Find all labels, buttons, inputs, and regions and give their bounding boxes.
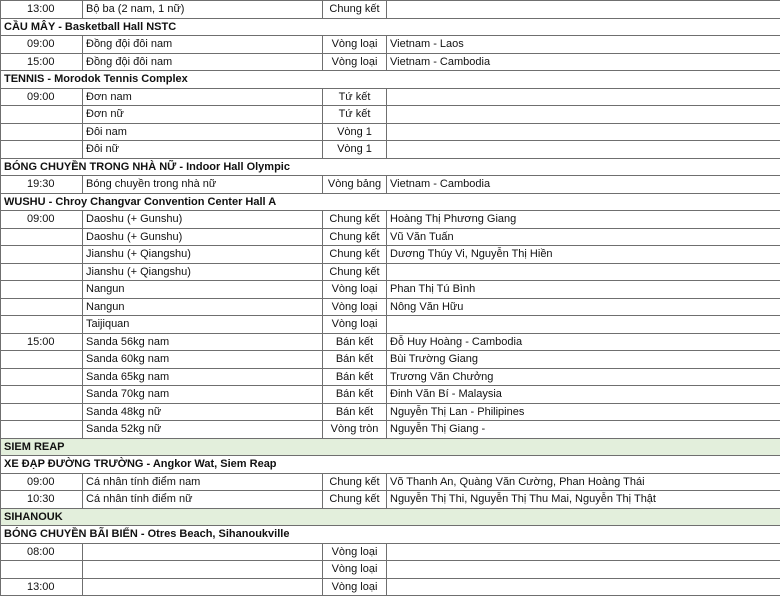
- time-cell: 09:00: [1, 88, 83, 106]
- time-cell: [1, 421, 83, 439]
- round-cell: Vòng loại: [323, 53, 387, 71]
- participants-cell: [387, 106, 780, 124]
- event-cell: Jianshu (+ Qiangshu): [83, 263, 323, 281]
- schedule-row: [1, 281, 780, 299]
- event-cell: Sanda 60kg nam: [83, 351, 323, 369]
- schedule-row: [1, 36, 780, 54]
- round-cell: Bán kết: [323, 386, 387, 404]
- participants-cell: [387, 263, 780, 281]
- schedule-row: [1, 386, 780, 404]
- time-cell: [1, 123, 83, 141]
- event-cell: Nangun: [83, 298, 323, 316]
- time-cell: [1, 298, 83, 316]
- section-header-row: [1, 193, 780, 211]
- participants-cell: Nguyễn Thị Thi, Nguyễn Thị Thu Mai, Nguyễn Thị Thật: [387, 491, 780, 509]
- event-cell: [83, 543, 323, 561]
- participants-cell: [387, 543, 780, 561]
- round-cell: Vòng tròn: [323, 421, 387, 439]
- round-cell: Vòng 1: [323, 123, 387, 141]
- round-cell: Chung kết: [323, 263, 387, 281]
- time-cell: [1, 263, 83, 281]
- time-cell: 15:00: [1, 333, 83, 351]
- participants-cell: Vũ Văn Tuấn: [387, 228, 780, 246]
- event-cell: Daoshu (+ Gunshu): [83, 228, 323, 246]
- event-cell: Sanda 48kg nữ: [83, 403, 323, 421]
- round-cell: Chung kết: [323, 246, 387, 264]
- schedule-row: [1, 106, 780, 124]
- round-cell: Vòng loại: [323, 543, 387, 561]
- region-label: SIEM REAP: [1, 438, 780, 456]
- schedule-row: [1, 53, 780, 71]
- schedule-row: [1, 491, 780, 509]
- round-cell: Tứ kết: [323, 106, 387, 124]
- event-cell: Đôi nữ: [83, 141, 323, 159]
- event-cell: [83, 561, 323, 579]
- participants-cell: Vietnam - Laos: [387, 36, 780, 54]
- time-cell: [1, 228, 83, 246]
- round-cell: Chung kết: [323, 491, 387, 509]
- round-cell: Tứ kết: [323, 88, 387, 106]
- schedule-row: [1, 298, 780, 316]
- section-header: TENNIS - Morodok Tennis Complex: [1, 71, 780, 89]
- participants-cell: [387, 561, 780, 579]
- event-cell: Sanda 56kg nam: [83, 333, 323, 351]
- participants-cell: Trương Văn Chưởng: [387, 368, 780, 386]
- event-cell: Đồng đội đôi nam: [83, 36, 323, 54]
- round-cell: Vòng loại: [323, 316, 387, 334]
- time-cell: [1, 351, 83, 369]
- event-cell: Đơn nữ: [83, 106, 323, 124]
- participants-cell: Vietnam - Cambodia: [387, 176, 780, 194]
- event-cell: [83, 578, 323, 596]
- schedule-row: [1, 561, 780, 579]
- section-header-row: [1, 158, 780, 176]
- time-cell: [1, 141, 83, 159]
- schedule-row: [1, 141, 780, 159]
- time-cell: [1, 561, 83, 579]
- event-cell: Đơn nam: [83, 88, 323, 106]
- participants-cell: Dương Thúy Vi, Nguyễn Thị Hiền: [387, 246, 780, 264]
- schedule-row: [1, 88, 780, 106]
- participants-cell: Nguyễn Thị Lan - Philipines: [387, 403, 780, 421]
- time-cell: 09:00: [1, 36, 83, 54]
- round-cell: Vòng loại: [323, 281, 387, 299]
- participants-cell: Võ Thanh An, Quàng Văn Cường, Phan Hoàng Thái: [387, 473, 780, 491]
- time-cell: 13:00: [1, 1, 83, 19]
- participants-cell: Đinh Văn Bí - Malaysia: [387, 386, 780, 404]
- schedule-row: [1, 228, 780, 246]
- schedule-row: [1, 351, 780, 369]
- time-cell: 09:00: [1, 211, 83, 229]
- schedule-row: [1, 1, 780, 19]
- schedule-row: [1, 246, 780, 264]
- schedule-row: [1, 333, 780, 351]
- time-cell: 10:30: [1, 491, 83, 509]
- section-header-row: [1, 526, 780, 544]
- schedule-row: [1, 473, 780, 491]
- event-cell: Sanda 65kg nam: [83, 368, 323, 386]
- time-cell: [1, 246, 83, 264]
- round-cell: Chung kết: [323, 1, 387, 19]
- participants-cell: [387, 316, 780, 334]
- round-cell: Vòng loại: [323, 36, 387, 54]
- participants-cell: [387, 123, 780, 141]
- round-cell: Vòng 1: [323, 141, 387, 159]
- time-cell: [1, 386, 83, 404]
- round-cell: Bán kết: [323, 403, 387, 421]
- schedule-row: [1, 543, 780, 561]
- round-cell: Chung kết: [323, 228, 387, 246]
- event-cell: Bóng chuyền trong nhà nữ: [83, 176, 323, 194]
- round-cell: Chung kết: [323, 473, 387, 491]
- participants-cell: Hoàng Thị Phương Giang: [387, 211, 780, 229]
- schedule-row: [1, 176, 780, 194]
- schedule-body: [1, 1, 780, 596]
- section-header-row: [1, 71, 780, 89]
- time-cell: [1, 106, 83, 124]
- round-cell: Bán kết: [323, 368, 387, 386]
- participants-cell: [387, 88, 780, 106]
- time-cell: [1, 368, 83, 386]
- region-row: [1, 508, 780, 526]
- schedule-row: [1, 211, 780, 229]
- section-header: CẦU MÂY - Basketball Hall NSTC: [1, 18, 780, 36]
- section-header-row: [1, 18, 780, 36]
- section-header-row: [1, 456, 780, 474]
- schedule-row: [1, 421, 780, 439]
- schedule-row: [1, 123, 780, 141]
- time-cell: [1, 403, 83, 421]
- event-cell: Bộ ba (2 nam, 1 nữ): [83, 1, 323, 19]
- section-header: BÓNG CHUYỀN BÃI BIỂN - Otres Beach, Sihanoukville: [1, 526, 780, 544]
- participants-cell: [387, 141, 780, 159]
- event-cell: Taijiquan: [83, 316, 323, 334]
- time-cell: 15:00: [1, 53, 83, 71]
- time-cell: 09:00: [1, 473, 83, 491]
- round-cell: Vòng bảng: [323, 176, 387, 194]
- event-cell: Sanda 52kg nữ: [83, 421, 323, 439]
- round-cell: Bán kết: [323, 333, 387, 351]
- time-cell: 08:00: [1, 543, 83, 561]
- schedule-row: [1, 578, 780, 596]
- participants-cell: Nguyễn Thị Giang -: [387, 421, 780, 439]
- event-cell: Sanda 70kg nam: [83, 386, 323, 404]
- round-cell: Chung kết: [323, 211, 387, 229]
- time-cell: 19:30: [1, 176, 83, 194]
- section-header: WUSHU - Chroy Changvar Convention Center Hall A: [1, 193, 780, 211]
- round-cell: Vòng loại: [323, 561, 387, 579]
- event-cell: Daoshu (+ Gunshu): [83, 211, 323, 229]
- region-label: SIHANOUK: [1, 508, 780, 526]
- schedule-row: [1, 316, 780, 334]
- round-cell: Bán kết: [323, 351, 387, 369]
- event-cell: Nangun: [83, 281, 323, 299]
- schedule-row: [1, 263, 780, 281]
- time-cell: 13:00: [1, 578, 83, 596]
- event-cell: Đôi nam: [83, 123, 323, 141]
- schedule-row: [1, 403, 780, 421]
- schedule-row: [1, 368, 780, 386]
- participants-cell: Đỗ Huy Hoàng - Cambodia: [387, 333, 780, 351]
- round-cell: Vòng loại: [323, 578, 387, 596]
- participants-cell: Phan Thị Tú Bình: [387, 281, 780, 299]
- section-header: XE ĐẠP ĐƯỜNG TRƯỜNG - Angkor Wat, Siem Reap: [1, 456, 780, 474]
- section-header: BÓNG CHUYỀN TRONG NHÀ NỮ - Indoor Hall Olympic: [1, 158, 780, 176]
- participants-cell: [387, 1, 780, 19]
- participants-cell: Vietnam - Cambodia: [387, 53, 780, 71]
- time-cell: [1, 281, 83, 299]
- participants-cell: Nông Văn Hữu: [387, 298, 780, 316]
- participants-cell: [387, 578, 780, 596]
- event-cell: Jianshu (+ Qiangshu): [83, 246, 323, 264]
- round-cell: Vòng loại: [323, 298, 387, 316]
- time-cell: [1, 316, 83, 334]
- region-row: [1, 438, 780, 456]
- event-cell: Đồng đội đôi nam: [83, 53, 323, 71]
- participants-cell: Bùi Trường Giang: [387, 351, 780, 369]
- event-cell: Cá nhân tính điểm nam: [83, 473, 323, 491]
- event-cell: Cá nhân tính điểm nữ: [83, 491, 323, 509]
